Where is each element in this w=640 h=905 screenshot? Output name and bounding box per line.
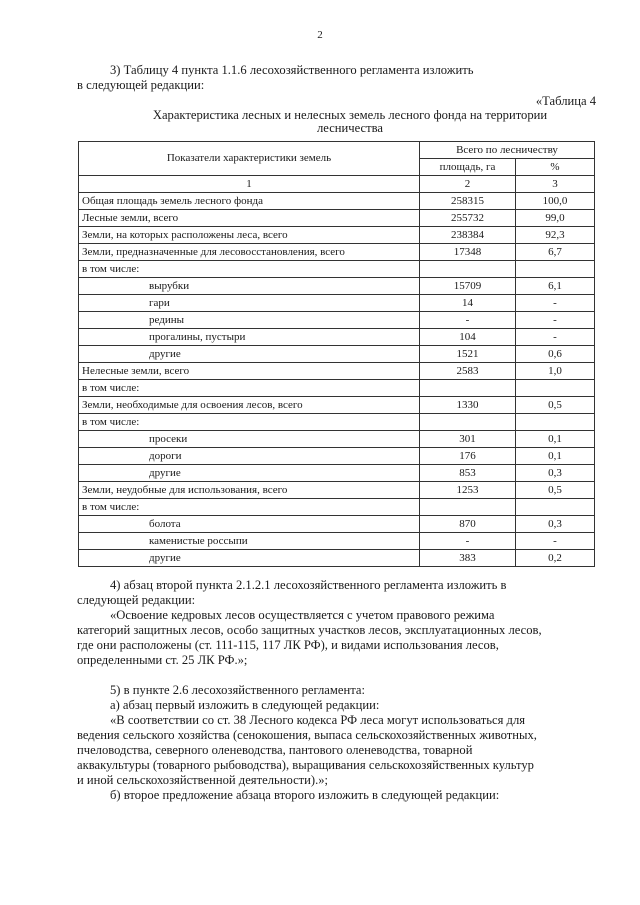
row-area: 258315 (420, 193, 516, 210)
row-name: Земли, необходимые для освоения лесов, всего (79, 397, 420, 414)
item-5-line-1: 5) в пункте 2.6 лесохозяйственного регламента: (110, 683, 365, 697)
row-name: в том числе: (79, 414, 420, 431)
column-number-3: 3 (516, 176, 595, 193)
row-pct (516, 380, 595, 397)
row-name: другие (79, 550, 420, 567)
page-number: 2 (317, 29, 323, 41)
land-characteristics-table (78, 141, 595, 567)
item-4-line-2: следующей редакции: (77, 593, 196, 607)
row-area: 14 (420, 295, 516, 312)
row-pct: 6,7 (516, 244, 595, 261)
row-area: 1330 (420, 397, 516, 414)
table-row (79, 363, 595, 380)
row-area: - (420, 312, 516, 329)
row-pct: - (516, 329, 595, 346)
table-row (79, 397, 595, 414)
table-row (79, 380, 595, 397)
header-area: площадь, га (420, 159, 516, 176)
row-pct (516, 261, 595, 278)
table-row (79, 261, 595, 278)
table-title-line-1: Характеристика лесных и нелесных земель лесного фонда на территории (152, 108, 548, 122)
item-5-quote-3: пчеловодства, северного оленеводства, пантового оленеводства, товарной (77, 743, 473, 757)
row-name: Земли, предназначенные для лесовосстановления, всего (79, 244, 420, 261)
table-body (79, 193, 595, 567)
row-area: 870 (420, 516, 516, 533)
row-name: Общая площадь земель лесного фонда (79, 193, 420, 210)
table-row (79, 550, 595, 567)
item-4-quote-3: где они расположены (ст. 111-115, 117 ЛК РФ), и видами использования лесов, (77, 638, 499, 652)
item-5-paragraph (77, 683, 595, 803)
table-row (79, 516, 595, 533)
table-row (79, 448, 595, 465)
row-name: гари (79, 295, 420, 312)
row-area: 104 (420, 329, 516, 346)
row-name: Земли, на которых расположены леса, всего (79, 227, 420, 244)
row-area (420, 414, 516, 431)
row-area: 301 (420, 431, 516, 448)
table-title-line-2: лесничества (317, 121, 383, 135)
row-pct (516, 499, 595, 516)
row-area (420, 499, 516, 516)
row-name: каменистые россыпи (79, 533, 420, 550)
table-row (79, 499, 595, 516)
row-pct: 6,1 (516, 278, 595, 295)
row-name: Земли, неудобные для использования, всего (79, 482, 420, 499)
table-row (79, 193, 595, 210)
row-name: в том числе: (79, 499, 420, 516)
intro-paragraph (77, 63, 595, 93)
row-pct: 0,1 (516, 448, 595, 465)
row-area: 1253 (420, 482, 516, 499)
item-4-line-1: 4) абзац второй пункта 2.1.2.1 лесохозяйственного регламента изложить в (110, 578, 507, 592)
row-pct: 0,5 (516, 397, 595, 414)
item-4-paragraph (77, 578, 595, 668)
table-row (79, 346, 595, 363)
intro-line-1: 3) Таблицу 4 пункта 1.1.6 лесохозяйственного регламента изложить (110, 63, 474, 77)
table-label: «Таблица 4 (535, 94, 596, 108)
item-4-quote-4: определенными ст. 25 ЛК РФ.»; (77, 653, 248, 667)
row-name: в том числе: (79, 261, 420, 278)
row-area (420, 380, 516, 397)
row-area: 2583 (420, 363, 516, 380)
row-area: 238384 (420, 227, 516, 244)
row-pct: 100,0 (516, 193, 595, 210)
header-pct: % (516, 159, 595, 176)
item-4-quote-1: «Освоение кедровых лесов осуществляется с учетом правового режима (110, 608, 495, 622)
row-area: 15709 (420, 278, 516, 295)
table-row (79, 431, 595, 448)
item-5-sub-a: а) абзац первый изложить в следующей редакции: (110, 698, 380, 712)
column-number-1: 1 (79, 176, 420, 193)
table-row (79, 295, 595, 312)
row-pct: 99,0 (516, 210, 595, 227)
table-row (79, 210, 595, 227)
row-pct: 0,6 (516, 346, 595, 363)
row-area: - (420, 533, 516, 550)
item-4-quote-2: категорий защитных лесов, особо защитных участков лесов, эксплуатационных лесов, (77, 623, 542, 637)
table-row (79, 227, 595, 244)
row-pct: 92,3 (516, 227, 595, 244)
row-area: 17348 (420, 244, 516, 261)
row-name: другие (79, 465, 420, 482)
row-pct: 0,1 (516, 431, 595, 448)
row-pct: - (516, 295, 595, 312)
row-pct: 0,3 (516, 516, 595, 533)
row-pct: 0,3 (516, 465, 595, 482)
table-row (79, 329, 595, 346)
row-area (420, 261, 516, 278)
row-pct: - (516, 312, 595, 329)
table-row (79, 278, 595, 295)
row-name: дороги (79, 448, 420, 465)
header-total: Всего по лесничеству (420, 142, 595, 159)
column-number-2: 2 (420, 176, 516, 193)
row-area: 1521 (420, 346, 516, 363)
item-5-quote-4: аквакультуры (товарного рыбоводства), выращивания сельскохозяйственных культур (77, 758, 534, 772)
item-5-quote-1: «В соответствии со ст. 38 Лесного кодекса РФ леса могут использоваться для (110, 713, 526, 727)
item-5-quote-2: ведения сельского хозяйства (сенокошения, выпаса сельскохозяйственных животных, (77, 728, 537, 742)
table-title (110, 109, 590, 135)
table-row (79, 482, 595, 499)
row-pct: 1,0 (516, 363, 595, 380)
row-name: просеки (79, 431, 420, 448)
table-row (79, 312, 595, 329)
row-name: Лесные земли, всего (79, 210, 420, 227)
table-row (79, 533, 595, 550)
table-row (79, 414, 595, 431)
row-pct: 0,5 (516, 482, 595, 499)
row-area: 176 (420, 448, 516, 465)
row-name: болота (79, 516, 420, 533)
header-indicator: Показатели характеристики земель (79, 142, 420, 176)
row-area: 383 (420, 550, 516, 567)
row-name: другие (79, 346, 420, 363)
intro-line-2: в следующей редакции: (77, 78, 205, 92)
row-name: прогалины, пустыри (79, 329, 420, 346)
row-name: Нелесные земли, всего (79, 363, 420, 380)
row-pct (516, 414, 595, 431)
row-pct: - (516, 533, 595, 550)
item-5-quote-5: и иной сельскохозяйственной деятельности).»; (77, 773, 329, 787)
row-area: 853 (420, 465, 516, 482)
table-row (79, 244, 595, 261)
row-name: вырубки (79, 278, 420, 295)
table-row (79, 465, 595, 482)
row-name: редины (79, 312, 420, 329)
item-5-sub-b: б) второе предложение абзаца второго изложить в следующей редакции: (110, 788, 500, 802)
row-area: 255732 (420, 210, 516, 227)
row-pct: 0,2 (516, 550, 595, 567)
row-name: в том числе: (79, 380, 420, 397)
